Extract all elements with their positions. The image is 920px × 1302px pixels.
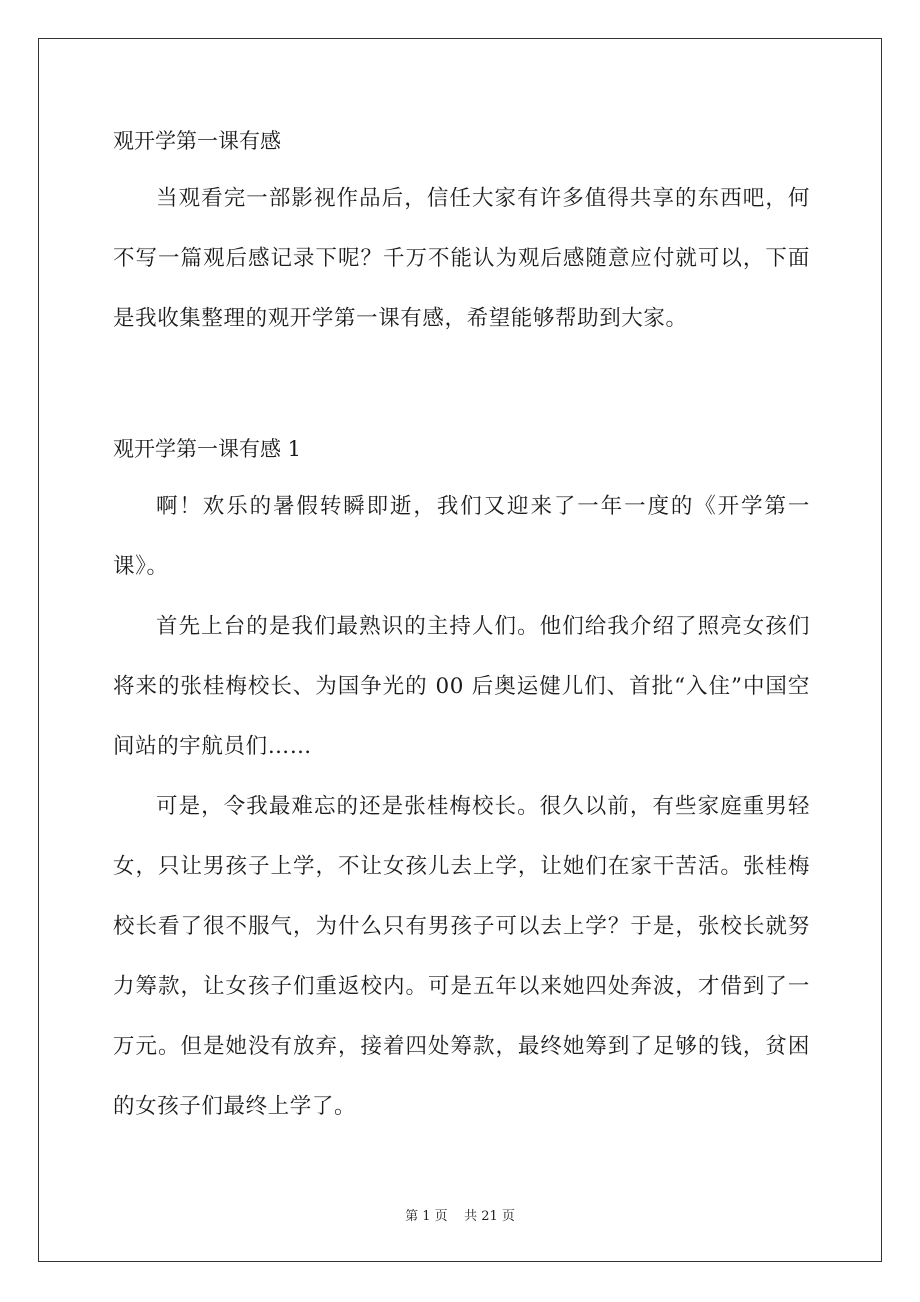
section-title: 观开学第一课有感 1	[113, 437, 302, 461]
document-body	[113, 118, 810, 1137]
body-paragraph-2: 首先上台的是我们最熟识的主持人们。他们给我介绍了照亮女孩们将来的张桂梅校长、为国争光的 00 后奥运健儿们、首批“入住”中国空间站的宇航员们……	[113, 614, 810, 759]
intro-paragraph: 当观看完一部影视作品后，信任大家有许多值得共享的东西吧，何不写一篇观后感记录下呢？千万不能认为观后感随意应付就可以，下面是我收集整理的观开学第一课有感，希望能够帮助到大家。	[113, 186, 810, 331]
body-paragraph-3: 可是，令我最难忘的还是张桂梅校长。很久以前，有些家庭重男轻女，只让男孩子上学，不让女孩儿去上学，让她们在家干苦活。张桂梅校长看了很不服气，为什么只有男孩子可以去上学？于是，张校长就努力筹款，让女孩子们重返校内。可是五年以来她四处奔波，才借到了一万元。但是她没有放弃，接着四处筹款，最终她筹到了足够的钱，贫困的女孩子们最终上学了。	[113, 794, 810, 1119]
body-paragraph-1: 啊！欢乐的暑假转瞬即逝，我们又迎来了一年一度的《开学第一课》。	[113, 494, 810, 579]
page-number-footer: 第 1 页 共 21 页	[405, 1209, 515, 1224]
document-title: 观开学第一课有感	[113, 129, 281, 153]
